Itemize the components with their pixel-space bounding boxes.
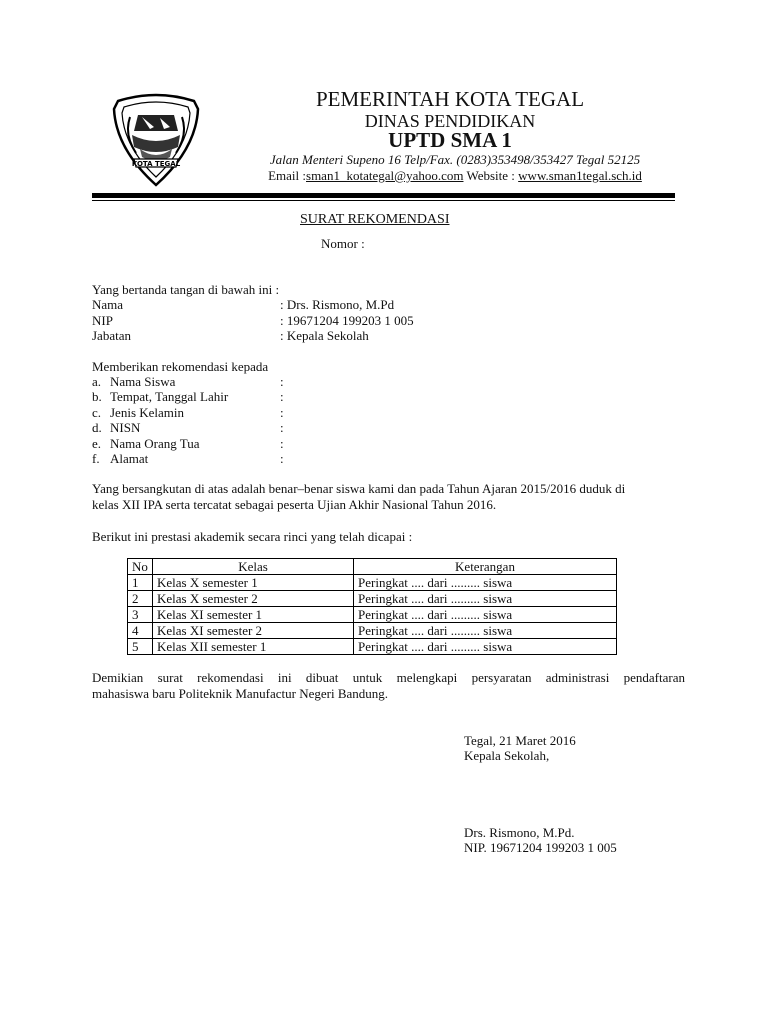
student-field-colon: : [280,451,284,466]
header-school: UPTD SMA 1 [388,128,512,152]
svg-text:KOTA TEGAL: KOTA TEGAL [131,160,181,168]
header-government: PEMERINTAH KOTA TEGAL [315,87,585,111]
student-field-colon: : [280,435,284,451]
table-cell: Peringkat .... dari ......... siswa [354,591,617,607]
signature-name: Drs. Rismono, M.Pd. [464,825,575,840]
table-row [128,575,617,591]
table-row [128,591,617,607]
signer-field-label: Nama [92,297,124,312]
signer-intro: Yang bertanda tangan di bawah ini : [92,282,280,297]
signature-nip: NIP. 19671204 199203 1 005 [464,840,617,855]
student-field-letter: d. [92,420,102,436]
table-cell: Kelas X semester 1 [153,575,354,591]
header-divider-thin [92,200,675,201]
student-field-colon: : [280,420,284,436]
table-row [128,607,617,623]
signature-place-date: Tegal, 21 Maret 2016 [464,733,576,748]
kota-tegal-emblem-logo [104,87,208,191]
student-field-letter: a. [92,374,102,389]
email-link[interactable]: sman1_kotategal@yahoo.com [306,168,464,183]
closing-paragraph [92,670,685,702]
achievement-table [127,558,617,655]
header-contact [250,168,660,184]
student-field-letter: b. [92,389,102,405]
statement-line-1: Yang bersangkutan di atas adalah benar–benar siswa kami dan pada Tahun Ajaran 2015/2016 duduk di [92,481,626,496]
signer-field-label: NIP [92,312,113,328]
header-address: Jalan Menteri Supeno 16 Telp/Fax. (0283)353498/353427 Tegal 52125 [269,152,641,167]
student-field-letter: e. [92,435,102,451]
table-cell: Peringkat .... dari ......... siswa [354,607,617,623]
student-field-label: Alamat [110,451,149,466]
statement-line-2: kelas XII IPA serta tercatat sebagai peserta Ujian Akhir Nasional Tahun 2016. [92,497,497,512]
table-cell: 2 [128,591,153,607]
table-cell: 3 [128,607,153,623]
signature-role: Kepala Sekolah, [464,748,550,763]
student-field-colon: : [280,389,284,405]
table-cell: 4 [128,623,153,639]
recommendation-intro: Memberikan rekomendasi kepada [92,359,269,374]
website-label: Website : [466,168,515,183]
signer-field-label: Jabatan [92,328,131,343]
table-cell: Peringkat .... dari ......... siswa [354,623,617,639]
table-row [128,639,617,655]
website-link[interactable]: www.sman1tegal.sch.id [518,168,642,183]
student-field-label: Nama Orang Tua [110,435,200,451]
table-cell: 5 [128,639,153,655]
letter-number: Nomor : [321,236,365,251]
table-cell: Kelas XII semester 1 [153,639,354,655]
table-header-keterangan: Keterangan [354,559,617,575]
header-department: DINAS PENDIDIKAN [364,111,536,131]
student-field-letter: c. [92,404,102,420]
table-cell: Kelas X semester 2 [153,591,354,607]
student-field-label: Tempat, Tanggal Lahir [110,389,229,405]
student-field-colon: : [280,374,284,389]
header-divider-thick [92,193,675,198]
closing-line-2: mahasiswa baru Politeknik Manufactur Negeri Bandung. [92,686,389,701]
table-cell: 1 [128,575,153,591]
table-cell: Peringkat .... dari ......... siswa [354,575,617,591]
letter-title: SURAT REKOMENDASI [300,212,450,227]
table-cell: Kelas XI semester 2 [153,623,354,639]
email-label: Email : [268,168,307,183]
closing-line-1: Demikian surat rekomendasi ini dibuat untuk melengkapi persyaratan administrasi pendaftaran [92,670,685,685]
signer-field-value: : 19671204 199203 1 005 [280,312,414,328]
student-field-label: NISN [110,420,141,436]
student-field-colon: : [280,404,284,420]
table-header-row [128,559,617,575]
signer-field-value: : Kepala Sekolah [280,328,369,343]
table-header-no: No [128,559,153,575]
signer-field-value: : Drs. Rismono, M.Pd [280,297,395,312]
statement-paragraph [92,481,685,513]
table-cell: Kelas XI semester 1 [153,607,354,623]
achievement-intro: Berikut ini prestasi akademik secara rinci yang telah dicapai : [92,529,413,544]
table-row [128,623,617,639]
table-cell: Peringkat .... dari ......... siswa [354,639,617,655]
table-header-kelas: Kelas [153,559,354,575]
student-field-letter: f. [92,451,100,466]
student-field-label: Nama Siswa [110,374,176,389]
student-field-label: Jenis Kelamin [110,404,185,420]
